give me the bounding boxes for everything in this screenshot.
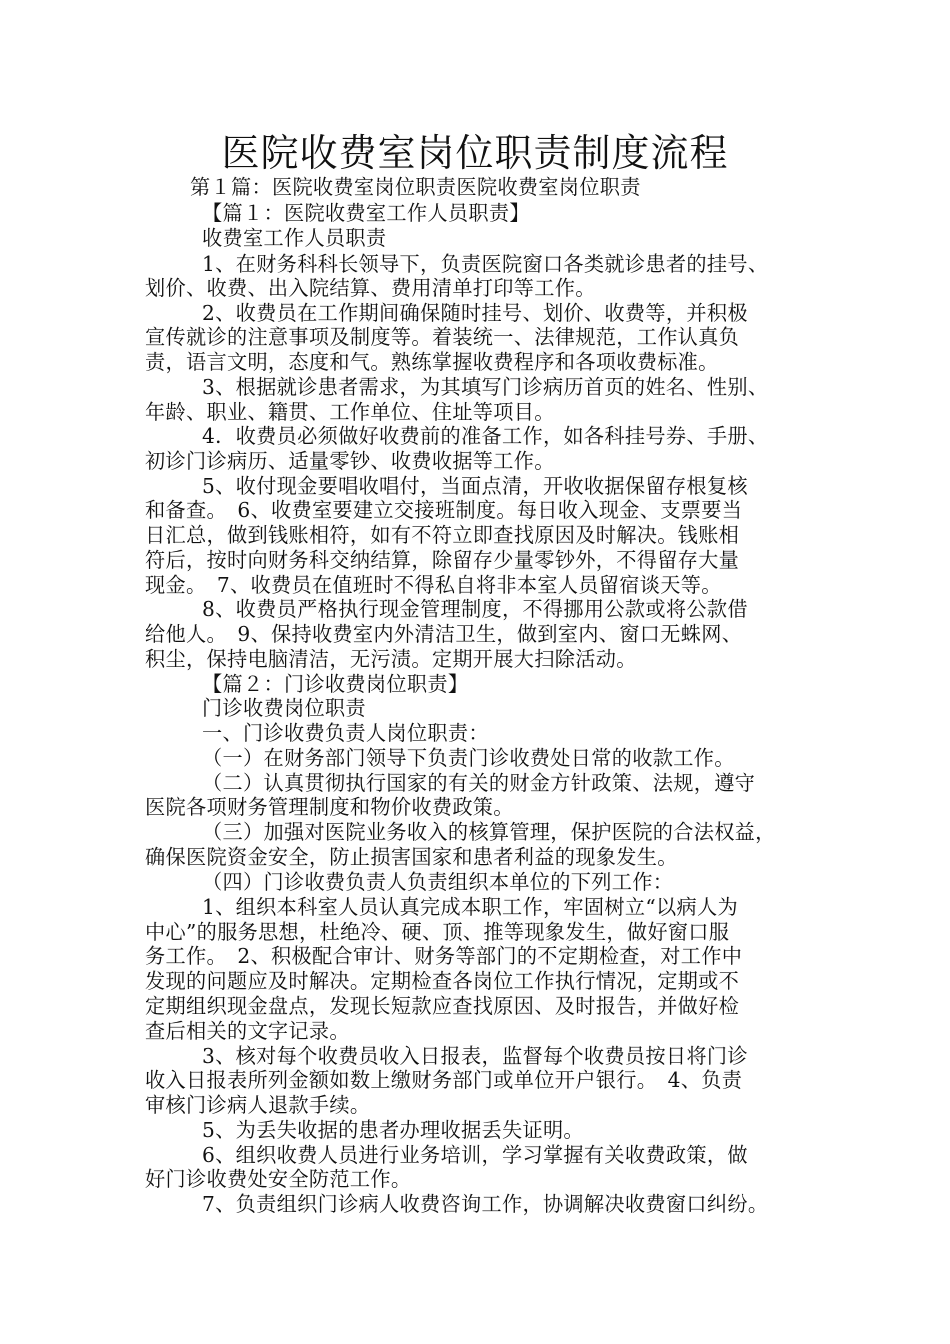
paragraph-line: 划价、收费、出入院结算、费用清单打印等工作。 [145,276,596,300]
paragraph-line: 确保医院资金安全，防止损害国家和患者利益的现象发生。 [145,845,678,869]
paragraph-line: 1、在财务科科长领导下，负责医院窗口各类就诊患者的挂号、 [202,252,769,276]
paragraph-line: 8、收费员严格执行现金管理制度，不得挪用公款或将公款借 [202,597,748,621]
paragraph-line: 查后相关的文字记录。 [145,1019,350,1043]
paragraph-line: 2、收费员在工作期间确保随时挂号、划价、收费等，并积极 [202,301,748,325]
paragraph-line: 7、负责组织门诊病人收费咨询工作，协调解决收费窗口纠纷。 [202,1192,769,1216]
paragraph-line: 4．收费员必须做好收费前的准备工作，如各科挂号券、手册、 [202,424,769,448]
paragraph-line: 符后，按时向财务科交纳结算，除留存少量零钞外，不得留存大量 [145,548,740,572]
paragraph-line: 3、核对每个收费员收入日报表，监督每个收费员按日将门诊 [202,1044,748,1068]
paragraph-line: 一、门诊收费负责人岗位职责： [202,721,489,745]
paragraph-line: 5、为丢失收据的患者办理收据丢失证明。 [202,1118,584,1142]
paragraph-line: 宣传就诊的注意事项及制度等。着装统一、法律规范，工作认真负 [145,325,740,349]
section-heading: 第１篇：医院收费室岗位职责医院收费室岗位职责 [190,175,641,199]
section-heading: 【篇２：门诊收费岗位职责】 [202,672,469,696]
paragraph-line: 3、根据就诊患者需求，为其填写门诊病历首页的姓名、性别、 [202,375,769,399]
subheading: 收费室工作人员职责 [202,226,387,250]
paragraph-line: 医院各项财务管理制度和物价收费政策。 [145,795,514,819]
paragraph-line: 日汇总，做到钱账相符，如有不符立即查找原因及时解决。钱账相 [145,523,740,547]
paragraph-line: 年龄、职业、籍贯、工作单位、住址等项目。 [145,400,555,424]
paragraph-line: 好门诊收费处安全防范工作。 [145,1167,412,1191]
paragraph-line: 6、组织收费人员进行业务培训，学习掌握有关收费政策，做 [202,1143,748,1167]
section-heading: 【篇１：医院收费室工作人员职责】 [202,201,530,225]
paragraph-line: （一）在财务部门领导下负责门诊收费处日常的收款工作。 [202,746,735,770]
paragraph-line: 给他人。 9、保持收费室内外清洁卫生，做到室内、窗口无蛛网、 [145,622,743,646]
paragraph-line: （二）认真贯彻执行国家的有关的财金方针政策、法规，遵守 [202,771,756,795]
paragraph-line: 定期组织现金盘点，发现长短款应查找原因、及时报告，并做好检 [145,994,740,1018]
subheading: 门诊收费岗位职责 [202,696,366,720]
paragraph-line: （四）门诊收费负责人负责组织本单位的下列工作： [202,870,674,894]
paragraph-line: 现金。 7、收费员在值班时不得私自将非本室人员留宿谈天等。 [145,573,722,597]
paragraph-line: 初诊门诊病历、适量零钞、收费收据等工作。 [145,449,555,473]
paragraph-line: 5、收付现金要唱收唱付，当面点清，开收收据保留存根复核 [202,474,748,498]
paragraph-line: 务工作。 2、积极配合审计、财务等部门的不定期检查，对工作中 [145,944,743,968]
paragraph-line: 和备查。 6、收费室要建立交接班制度。每日收入现金、支票要当 [145,498,743,522]
paragraph-line: 收入日报表所列金额如数上缴财务部门或单位开户银行。 4、负责 [145,1068,743,1092]
paragraph-line: 发现的问题应及时解决。定期检查各岗位工作执行情况，定期或不 [145,969,740,993]
paragraph-line: 责，语言文明，态度和气。熟练掌握收费程序和各项收费标准。 [145,350,719,374]
document-title: 医院收费室岗位职责制度流程 [221,131,729,175]
paragraph-line: 审核门诊病人退款手续。 [145,1093,371,1117]
paragraph-line: 积尘，保持电脑清洁，无污渍。定期开展大扫除活动。 [145,647,637,671]
paragraph-line: 中心”的服务思想，杜绝冷、硬、顶、推等现象发生，做好窗口服 [145,920,730,944]
paragraph-line: （三）加强对医院业务收入的核算管理，保护医院的合法权益， [202,820,776,844]
paragraph-line: 1、组织本科室人员认真完成本职工作，牢固树立“以病人为 [202,895,738,919]
